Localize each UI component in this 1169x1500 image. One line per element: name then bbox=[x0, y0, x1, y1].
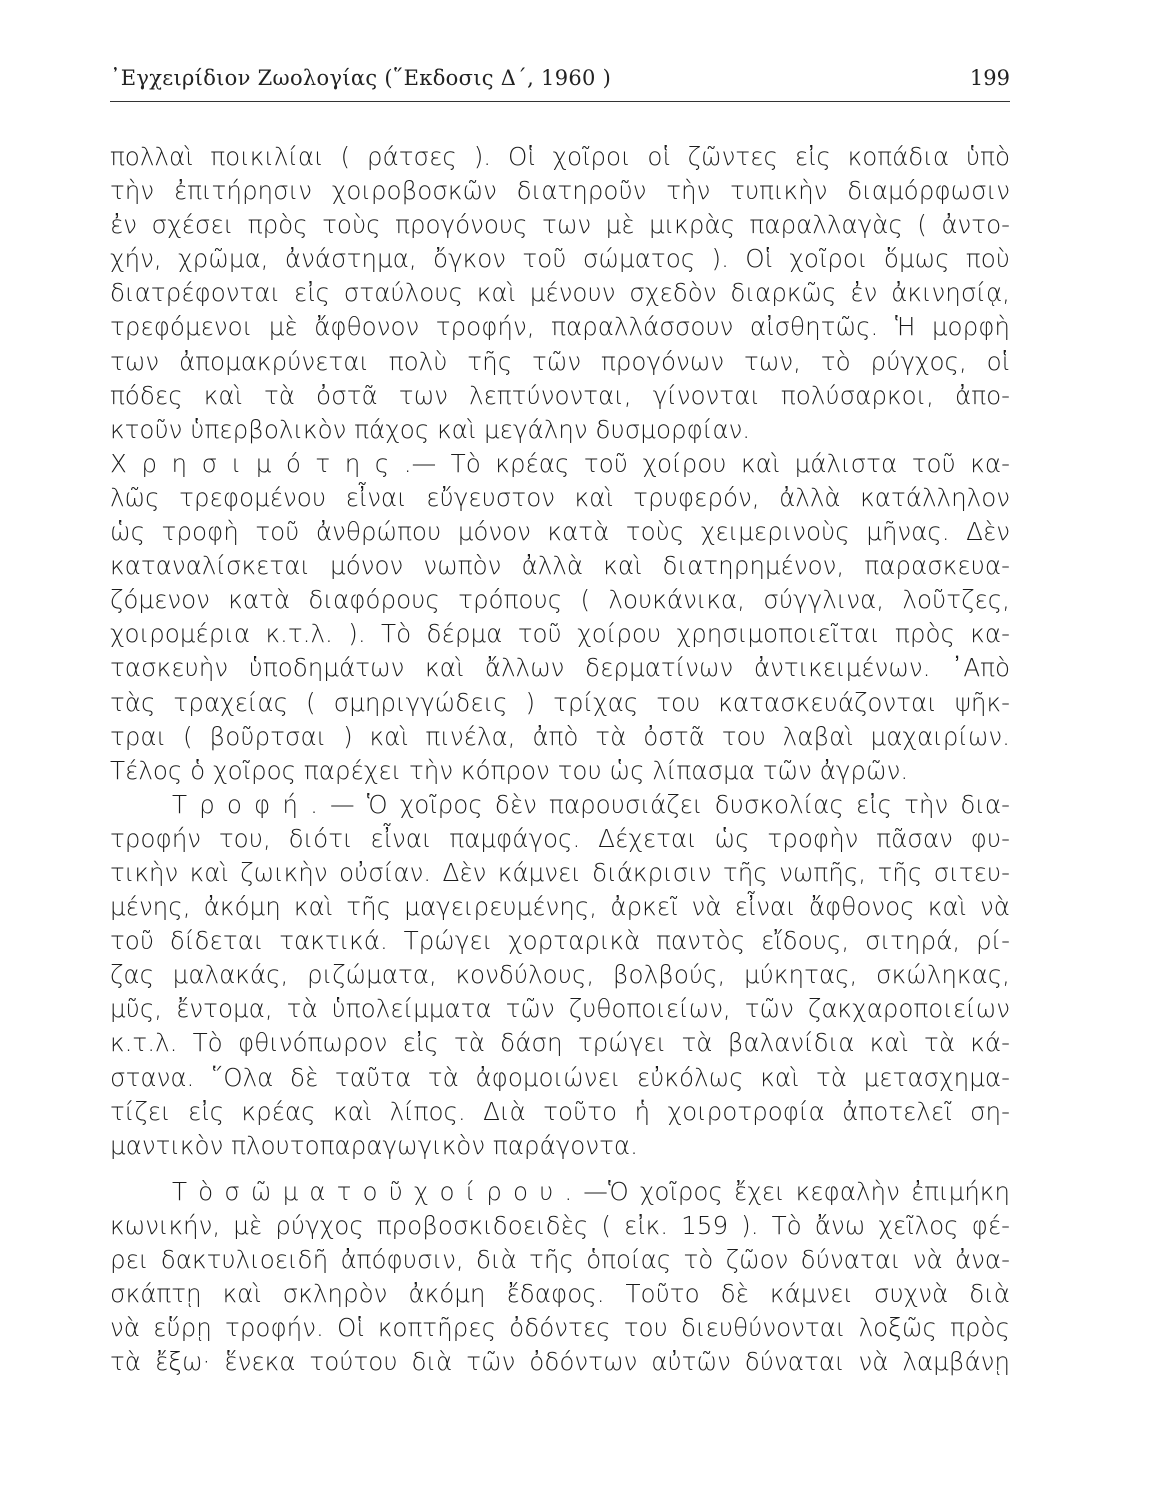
text-line: ρει δακτυλιοειδῆ ἀπόφυσιν, διὰ τῆς ὁποίας τὸ ζῶον δύναται νὰ ἀνα- bbox=[110, 1245, 1010, 1274]
text-line: των ἀπομακρύνεται πολὺ τῆς τῶν προγόνων των, τὸ ρύγχος, οἱ bbox=[110, 346, 1010, 376]
page-number: 199 bbox=[969, 66, 1010, 90]
text-line: τίζει εἰς κρέας καὶ λίπος. Διὰ τοῦτο ἡ χοιροτροφία ἀποτελεῖ ση- bbox=[110, 1096, 1010, 1126]
text-line: ἐν σχέσει πρὸς τοὺς προγόνους των μὲ μικρὰς παραλλαγὰς ( ἀντο- bbox=[110, 210, 1010, 240]
text-line: τικὴν καὶ ζωικὴν οὐσίαν. Δὲν κάμνει διάκρισιν τῆς νωπῆς, τῆς σιτευ- bbox=[110, 857, 1010, 887]
text-line: πόδες καὶ τὰ ὀστᾶ των λεπτύνονται, γίνονται πολύσαρκοι, ἀπο- bbox=[110, 380, 1010, 410]
text-line: κωνικήν, μὲ ρύγχος προβοσκιδοειδὲς ( εἰκ. 159 ). Τὸ ἄνω χεῖλος φέ- bbox=[110, 1210, 1010, 1240]
text-line: τὰ ἔξω· ἕνεκα τούτου διὰ τῶν ὀδόντων αὐτῶν δύναται νὰ λαμβάνῃ bbox=[110, 1347, 1010, 1377]
text-line: Τέλος ὁ χοῖρος παρέχει τὴν κόπρον του ὡς λίπασμα τῶν ἀγρῶν. bbox=[110, 755, 909, 785]
text-line: ζόμενον κατὰ διαφόρους τρόπους ( λουκάνικα, σύγγλινα, λοῦτζες, bbox=[110, 585, 1010, 615]
text-line: χοιρομέρια κ.τ.λ. ). Τὸ δέρμα τοῦ χοίρου χρησιμοποιεῖται πρὸς κα- bbox=[110, 619, 1010, 649]
paragraph-gap bbox=[110, 1163, 1010, 1175]
header-rule bbox=[110, 101, 1010, 102]
text-line: μένης, ἀκόμη καὶ τῆς μαγειρευμένης, ἀρκεῖ νὰ εἶναι ἄφθονος καὶ νὰ bbox=[110, 892, 1010, 922]
text-line: κτοῦν ὑπερβολικὸν πάχος καὶ μεγάλην δυσμορφίαν. bbox=[110, 414, 751, 444]
text-line: σκάπτῃ καὶ σκληρὸν ἀκόμη ἔδαφος. Τοῦτο δὲ κάμνει συχνὰ διὰ bbox=[110, 1279, 1010, 1309]
text-line: χήν, χρῶμα, ἀνάστημα, ὄγκον τοῦ σώματος ). Οἱ χοῖροι ὅμως ποὺ bbox=[110, 244, 1010, 274]
text-line: πολλαὶ ποικιλίαι ( ράτσες ). Οἱ χοῖροι οἱ ζῶντες εἰς κοπάδια ὑπὸ bbox=[110, 142, 1010, 171]
book-title: ᾿Εγχειρίδιον Ζωολογίας (῞Εκδοσις Δ΄, 1960 ) bbox=[110, 66, 612, 90]
text-line: τραι ( βοῦρτσαι ) καὶ πινέλα, ἀπὸ τὰ ὀστᾶ του λαβαὶ μαχαιρίων. bbox=[110, 721, 1010, 751]
text-line: μῦς, ἔντομα, τὰ ὑπολείμματα τῶν ζυθοποιείων, τῶν ζακχαροποιείων bbox=[110, 994, 1010, 1024]
text-line: κ.τ.λ. Τὸ φθινόπωρον εἰς τὰ δάση τρώγει τὰ βαλανίδια καὶ τὰ κά- bbox=[110, 1028, 1010, 1058]
text-line: τροφήν του, διότι εἶναι παμφάγος. Δέχεται ὡς τροφὴν πᾶσαν φυ- bbox=[110, 823, 1010, 853]
text-line: τὴν ἐπιτήρησιν χοιροβοσκῶν διατηροῦν τὴν τυπικὴν διαμόρφωσιν bbox=[110, 176, 1010, 206]
text-line: τασκευὴν ὑποδημάτων καὶ ἄλλων δερματίνων ἀντικειμένων. ᾿Απὸ bbox=[110, 653, 1010, 683]
body-text bbox=[110, 140, 1010, 1379]
text-line: καταναλίσκεται μόνον νωπὸν ἀλλὰ καὶ διατηρημένον, παρασκευα- bbox=[110, 551, 1010, 581]
text-line: τρεφόμενοι μὲ ἄφθονον τροφήν, παραλλάσσουν αἰσθητῶς. Ἡ μορφὴ bbox=[110, 312, 1010, 342]
running-header bbox=[110, 66, 1010, 106]
text-line: τὰς τραχείας ( σμηριγγώδεις ) τρίχας του κατασκευάζονται ψῆκ- bbox=[110, 687, 1010, 717]
text-line: ὡς τροφὴ τοῦ ἀνθρώπου μόνον κατὰ τοὺς χειμερινοὺς μῆνας. Δὲν bbox=[110, 517, 1010, 547]
section-heading-food: Τ ρ ο φ ή . — Ὁ χοῖρος δὲν παρουσιάζει δυσκολίας εἰς τὴν δια- bbox=[172, 789, 1010, 819]
text-line: μαντικὸν πλουτοπαραγωγικὸν παράγοντα. bbox=[110, 1130, 638, 1160]
section-heading-usefulness: Χ ρ η σ ι μ ό τ η ς .— Τὸ κρέας τοῦ χοίρου καὶ μάλιστα τοῦ κα- bbox=[110, 448, 1010, 478]
section-heading-body: Τ ὸ σ ῶ μ α τ ο ῦ χ ο ί ρ ο υ . —Ὁ χοῖρος ἔχει κεφαλὴν ἐπιμήκη bbox=[172, 1176, 1010, 1206]
text-line: διατρέφονται εἰς σταύλους καὶ μένουν σχεδὸν διαρκῶς ἐν ἀκινησίᾳ, bbox=[110, 278, 1010, 308]
text-line: νὰ εὕρῃ τροφήν. Οἱ κοπτῆρες ὀδόντες του διευθύνονται λοξῶς πρὸς bbox=[110, 1313, 1010, 1343]
text-line: στανα. ῞Ολα δὲ ταῦτα τὰ ἀφομοιώνει εὐκόλως καὶ τὰ μετασχημα- bbox=[110, 1062, 1010, 1092]
text-line: τοῦ δίδεται τακτικά. Τρώγει χορταρικὰ παντὸς εἴδους, σιτηρά, ρί- bbox=[110, 926, 1010, 956]
text-line: ζας μαλακάς, ριζώματα, κονδύλους, βολβούς, μύκητας, σκώληκας, bbox=[110, 960, 1010, 990]
text-line: λῶς τρεφομένου εἶναι εὔγευστον καὶ τρυφερόν, ἀλλὰ κατάλληλον bbox=[110, 482, 1010, 512]
